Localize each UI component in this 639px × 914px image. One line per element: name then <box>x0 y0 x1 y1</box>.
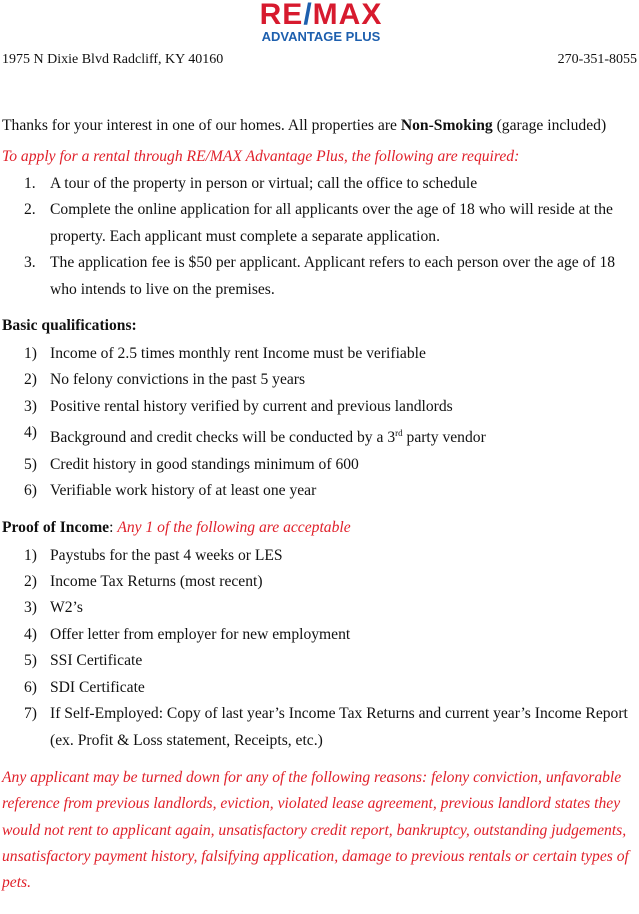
item-text: SDI Certificate <box>50 678 145 696</box>
item-text-end: party vendor <box>402 429 486 447</box>
requirements-list <box>2 171 636 303</box>
income-list <box>2 543 636 754</box>
item-number: 3) <box>24 397 37 415</box>
list-item <box>2 675 636 701</box>
item-text: Income Tax Returns (most recent) <box>50 573 263 591</box>
item-number: 6) <box>24 678 37 696</box>
item-number: 6) <box>24 482 37 500</box>
item-text: Verifiable work history of at least one year <box>50 482 317 500</box>
list-item <box>2 478 636 504</box>
item-number: 1) <box>24 546 37 564</box>
item-text: SSI Certificate <box>50 652 143 670</box>
item-number: 7) <box>24 705 37 723</box>
office-address: 1975 N Dixie Blvd Radcliff, KY 40160 <box>2 52 224 67</box>
item-text: Credit history in good standings minimum of 600 <box>50 455 359 473</box>
qualifications-heading: Basic qualifications: <box>2 317 137 335</box>
item-number: 2. <box>24 201 36 219</box>
intro-paragraph <box>2 117 636 135</box>
item-number: 4) <box>24 625 37 643</box>
item-number: 1. <box>24 175 36 192</box>
income-heading: Proof of Income <box>2 518 110 536</box>
list-item <box>2 250 636 303</box>
item-number: 1) <box>24 345 37 363</box>
item-text: Income of 2.5 times monthly rent Income must be verifiable <box>50 345 426 363</box>
list-item <box>2 367 636 393</box>
intro-text-end: (garage included) <box>492 117 607 134</box>
item-text: Offer letter from employer for new employment <box>50 625 351 643</box>
item-number: 5) <box>24 455 37 473</box>
logo-brand: RE/MAX <box>259 0 383 31</box>
item-text: A tour of the property in person or virtual; call the office to schedule <box>50 175 478 192</box>
item-text: Paystubs for the past 4 weeks or LES <box>50 546 283 564</box>
list-item <box>2 420 636 452</box>
item-number: 2) <box>24 573 37 591</box>
list-item <box>2 543 636 569</box>
remax-logo <box>246 0 396 44</box>
denial-reasons: Any applicant may be turned down for any of the following reasons: felony conviction, unfavorable reference from previous landlords, eviction, violated lease agreement, previous landlord states they would not rent to applicant again, unsatisfactory credit report, bankruptcy, outstanding judgements, unsatisfactory payment history, falsifying application, damage to previous rentals or certain types of pets. <box>2 768 629 892</box>
list-item <box>2 569 636 595</box>
item-number: 3. <box>24 254 36 272</box>
list-item <box>2 595 636 621</box>
item-text: W2’s <box>50 599 83 617</box>
apply-heading: To apply for a rental through RE/MAX Advantage Plus, the following are required: <box>2 148 520 165</box>
non-smoking: Non-Smoking <box>400 117 493 134</box>
document-body <box>2 117 636 896</box>
qualifications-list <box>2 341 636 505</box>
list-item <box>2 622 636 648</box>
item-text: No felony convictions in the past 5 years <box>50 371 306 389</box>
item-number: 3) <box>24 599 37 617</box>
list-item <box>2 394 636 420</box>
list-item <box>2 341 636 367</box>
intro-text: Thanks for your interest in one of our homes. All properties are <box>2 117 401 134</box>
list-item <box>2 701 636 754</box>
item-text: Positive rental history verified by current and previous landlords <box>50 397 453 415</box>
list-item <box>2 648 636 674</box>
item-number: 5) <box>24 652 37 670</box>
item-text: Complete the online application for all applicants over the age of 18 who will reside at the property. Each applicant must complete a separate application. <box>50 201 613 245</box>
income-note: Any 1 of the following are acceptable <box>117 518 351 536</box>
list-item <box>2 171 636 197</box>
item-number: 2) <box>24 371 37 389</box>
list-item <box>2 452 636 478</box>
item-text: Background and credit checks will be conducted by a 3 <box>50 429 396 447</box>
list-item <box>2 197 636 250</box>
item-text: If Self-Employed: Copy of last year’s Income Tax Returns and current year’s Income Report (ex. Profit & Loss statement, Receipts, etc.) <box>50 705 628 749</box>
office-phone: 270-351-8055 <box>557 52 637 67</box>
logo-sub: ADVANTAGE PLUS <box>261 29 381 44</box>
item-text: The application fee is $50 per applicant. Applicant refers to each person over the age of 18 who intends to live on the premises. <box>50 254 616 298</box>
item-number: 4) <box>24 424 37 442</box>
ordinal-suffix: rd <box>395 428 403 439</box>
income-heading-line: Proof of Income: Any 1 of the following are acceptable <box>2 518 351 536</box>
